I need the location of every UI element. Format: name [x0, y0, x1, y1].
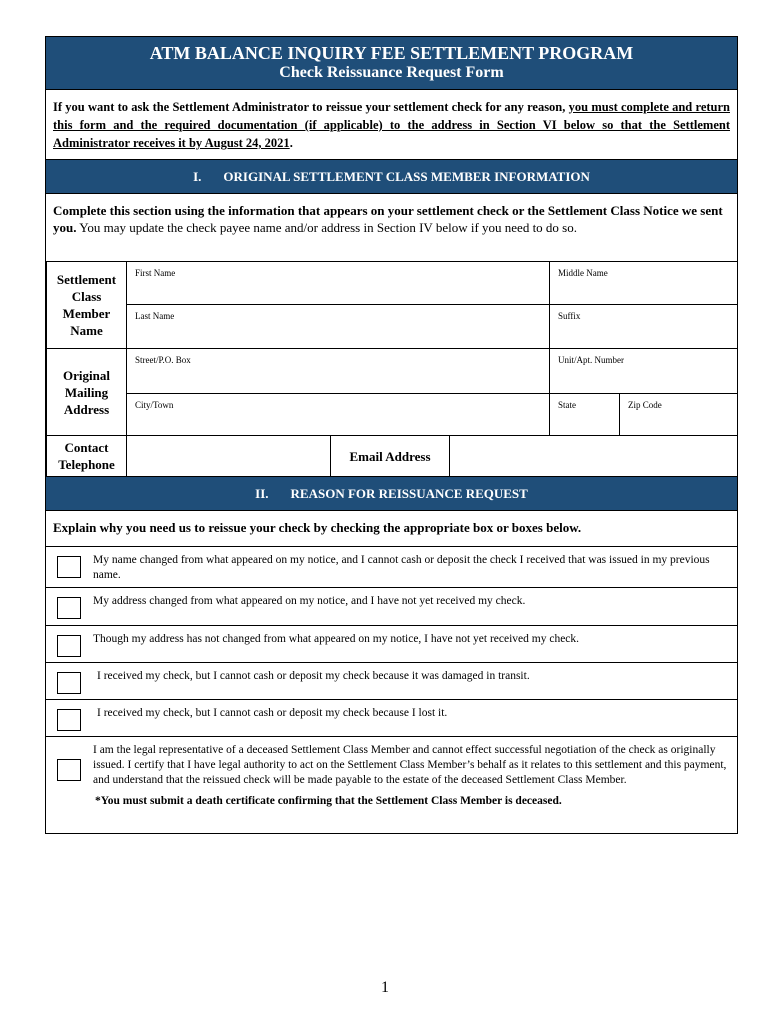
reason-option: [46, 737, 737, 833]
reason-checkbox-deceased[interactable]: [57, 759, 81, 781]
reason-option: [46, 588, 737, 626]
reason-checkbox-name-changed[interactable]: [57, 556, 81, 578]
intro-period: .: [289, 136, 293, 150]
section-1-instructions-bold: Complete this section using the information that appears on your settlement check or the Settlement Class Notice we sent you.: [53, 203, 723, 235]
street-field[interactable]: [127, 349, 550, 394]
email-address-label: Email Address: [331, 436, 450, 477]
intro-deadline-text: you must complete and return this form and the required documentation (if applicable) to the address in Section VI below so that the Settlement Administrator receives it by August 24, 2021: [53, 100, 730, 150]
section-2-title: REASON FOR REISSUANCE REQUEST: [290, 486, 528, 501]
section-1-number: I.: [193, 169, 202, 184]
middle-name-label: Middle Name: [558, 268, 608, 278]
city-field[interactable]: [127, 394, 550, 436]
reason-checkbox-lost[interactable]: [57, 709, 81, 731]
suffix-field[interactable]: [550, 305, 738, 349]
reason-checkbox-not-received[interactable]: [57, 635, 81, 657]
state-label: State: [558, 400, 577, 410]
first-name-label: First Name: [135, 268, 176, 278]
reason-text-name-changed: My name changed from what appeared on my notice, and I cannot cash or deposit the check I received that was issued in my previous name.: [93, 554, 710, 581]
form-subtitle: Check Reissuance Request Form: [279, 64, 504, 81]
reason-option: [46, 547, 737, 588]
intro-paragraph: [46, 90, 737, 160]
section-1-header: [46, 160, 737, 194]
section-1-instructions: [46, 194, 737, 262]
reason-option: [46, 700, 737, 737]
page-number: 1: [381, 979, 389, 996]
contact-telephone-field[interactable]: [127, 436, 331, 477]
form-title-banner: [46, 37, 737, 90]
zip-label: Zip Code: [628, 400, 662, 410]
suffix-label: Suffix: [558, 311, 581, 321]
contact-telephone-label: Contact Telephone: [47, 436, 127, 477]
intro-text: If you want to ask the Settlement Administrator to reissue your settlement check for any reason,: [53, 100, 569, 114]
reason-text-deceased: I am the legal representative of a deceased Settlement Class Member and cannot effect successful negotiation of the check as originally issued. I certify that I have legal authority to act on the Settlement Class Member’s behalf as it relates to this settlement and this payment, and understand that the reissued check will be made payable to the estate of the deceased Settlement Class Member.: [93, 744, 727, 786]
reason-checkbox-damaged[interactable]: [57, 672, 81, 694]
member-info-table: [46, 261, 738, 477]
member-name-label: Settlement Class Member Name: [47, 262, 127, 349]
unit-field[interactable]: [550, 349, 738, 394]
city-label: City/Town: [135, 400, 174, 410]
email-address-field[interactable]: [450, 436, 738, 477]
reason-text-address-changed: My address changed from what appeared on my notice, and I have not yet received my check.: [93, 595, 526, 607]
first-name-field[interactable]: [127, 262, 550, 305]
check-reissuance-form: [45, 36, 738, 834]
reason-option: [46, 663, 737, 700]
last-name-label: Last Name: [135, 311, 175, 321]
section-1-title: ORIGINAL SETTLEMENT CLASS MEMBER INFORMATION: [223, 169, 590, 184]
section-2-header: [46, 477, 737, 511]
middle-name-field[interactable]: [550, 262, 738, 305]
reason-text-not-received: Though my address has not changed from what appeared on my notice, I have not yet received my check.: [93, 633, 580, 645]
section-2-number: II.: [255, 486, 269, 501]
reason-checkbox-address-changed[interactable]: [57, 597, 81, 619]
zip-field[interactable]: [620, 394, 738, 436]
street-label: Street/P.O. Box: [135, 355, 191, 365]
last-name-field[interactable]: [127, 305, 550, 349]
section-1-instructions-plain: You may update the check payee name and/or address in Section IV below if you need to do so.: [76, 220, 577, 235]
reason-option: [46, 626, 737, 663]
section-2-instructions: Explain why you need us to reissue your check by checking the appropriate box or boxes below.: [46, 511, 737, 547]
state-field[interactable]: [550, 394, 620, 436]
unit-label: Unit/Apt. Number: [558, 355, 625, 365]
program-title: ATM BALANCE INQUIRY FEE SETTLEMENT PROGRAM: [149, 43, 634, 63]
reason-text-lost: I received my check, but I cannot cash or deposit my check because I lost it.: [97, 707, 448, 719]
mailing-address-label: Original Mailing Address: [47, 349, 127, 436]
death-certificate-note: *You must submit a death certificate confirming that the Settlement Class Member is deceased.: [95, 795, 562, 807]
reason-text-damaged: I received my check, but I cannot cash or deposit my check because it was damaged in transit.: [97, 670, 530, 682]
